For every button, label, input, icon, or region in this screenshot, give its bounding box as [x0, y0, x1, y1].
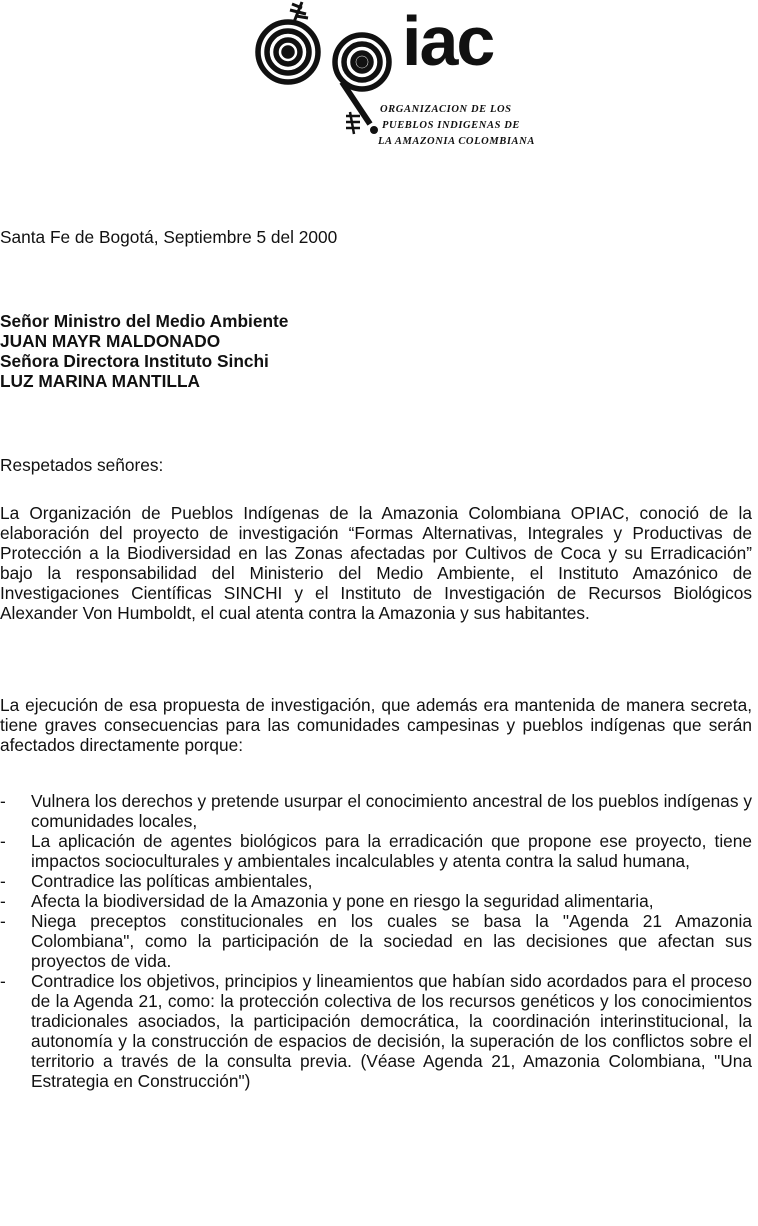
- consequences-list: [0, 791, 752, 1091]
- body-paragraph: La Organización de Pueblos Indígenas de la Amazonia Colombiana OPIAC, conoció de la elaboración del proyecto de investigación “Formas Alternativas, Integrales y Productivas de Protección a la Biodiversidad en las Zonas afectadas por Cultivos de Coca y su Erradicación” bajo la responsabilidad del Ministerio del Medio Ambiente, el Instituto Amazónico de Investigaciones Científicas SINCHI y el Instituto de Investigación de Recursos Biológicos Alexander Von Humboldt, el cual atenta contra la Amazonia y sus habitantes.: [0, 503, 752, 623]
- logo-wordmark: iac: [402, 2, 494, 80]
- list-item: [0, 911, 752, 971]
- logo-subtitle-line: PUEBLOS INDIGENAS DE: [382, 120, 521, 131]
- list-item-text: Vulnera los derechos y pretende usurpar el conocimiento ancestral de los pueblos indígenas y comunidades locales,: [31, 791, 752, 831]
- list-item: [0, 971, 752, 1091]
- list-item-text: Contradice las políticas ambientales,: [31, 871, 313, 891]
- letter-date: Santa Fe de Bogotá, Septiembre 5 del 2000: [0, 227, 338, 247]
- salutation: Respetados señores:: [0, 455, 164, 475]
- list-item-text: La aplicación de agentes biológicos para la erradicación que propone ese proyecto, tiene impactos socioculturales y ambientales incalculables y atenta contra la salud humana,: [31, 831, 752, 871]
- list-item: [0, 791, 752, 831]
- bullet-dash: -: [0, 971, 6, 991]
- list-item-text: Niega preceptos constitucionales en los cuales se basa la "Agenda 21 Amazonia Colombiana", como la participación de la sociedad en las decisiones que afectan sus proyectos de vida.: [31, 911, 752, 971]
- list-item: [0, 891, 752, 911]
- addressee-block: [0, 311, 752, 391]
- logo-subtitle: [378, 102, 588, 150]
- addressee-line: Señora Directora Instituto Sinchi: [0, 351, 269, 371]
- list-item-text: Contradice los objetivos, principios y lineamientos que habían sido acordados para el proceso de la Agenda 21, como: la protección colectiva de los recursos genéticos y los conocimientos tradicionales asociados, la participación democrática, la coordinación interinstitucional, la autonomía y la construcción de espacios de decisión, la superación de los conflictos sobre el territorio a través de la consulta previa. (Véase Agenda 21, Amazonia Colombiana, "Una Estrategia en Construcción"): [31, 971, 752, 1091]
- list-item-text: Afecta la biodiversidad de la Amazonia y pone en riesgo la seguridad alimentaria,: [31, 891, 654, 911]
- bullet-dash: -: [0, 891, 6, 911]
- logo-subtitle-line: LA AMAZONIA COLOMBIANA: [378, 136, 535, 147]
- bullet-dash: -: [0, 791, 6, 811]
- addressee-line: Señor Ministro del Medio Ambiente: [0, 311, 289, 331]
- list-item: [0, 831, 752, 871]
- bullet-dash: -: [0, 871, 6, 891]
- bullet-dash: -: [0, 831, 6, 851]
- opiac-logo: [250, 0, 580, 168]
- addressee-line: JUAN MAYR MALDONADO: [0, 331, 221, 351]
- bullet-dash: -: [0, 911, 6, 931]
- list-item: [0, 871, 752, 891]
- logo-subtitle-line: ORGANIZACION DE LOS: [380, 104, 512, 115]
- body-paragraph: La ejecución de esa propuesta de investigación, que además era mantenida de manera secreta, tiene graves consecuencias para las comunidades campesinas y pueblos indígenas que serán afectados directamente porque:: [0, 695, 752, 755]
- addressee-line: LUZ MARINA MANTILLA: [0, 371, 200, 391]
